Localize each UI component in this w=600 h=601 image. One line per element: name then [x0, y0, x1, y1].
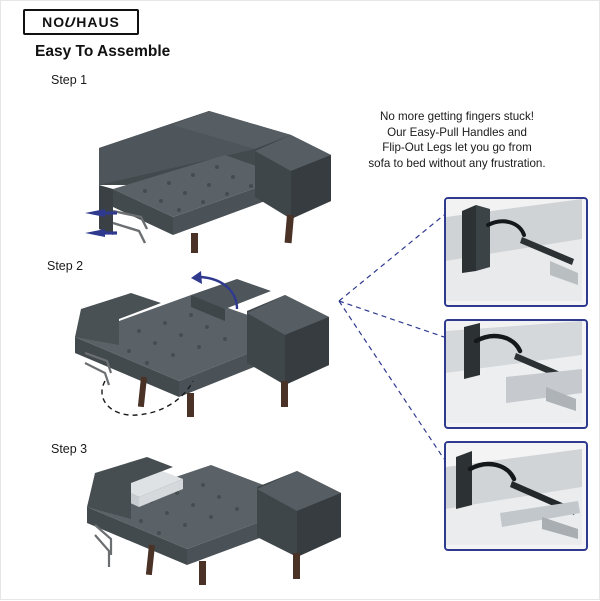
step-label-2: Step 2 — [47, 259, 84, 273]
connector-to-detail-3 — [339, 301, 444, 459]
sofa-illustration-step3 — [61, 451, 351, 591]
copy-line-4: sofa to bed without any frustration. — [368, 156, 546, 170]
brand-name-part2: HAUS — [76, 14, 120, 30]
copy-line-3: Flip-Out Legs let you go from — [382, 141, 532, 154]
detail-photo-1 — [444, 197, 588, 307]
step-label-1: Step 1 — [51, 73, 88, 87]
marketing-copy — [331, 109, 583, 171]
copy-line-2: Our Easy-Pull Handles and — [387, 125, 527, 139]
step-label-3: Step 3 — [51, 442, 88, 456]
connector-to-detail-1 — [339, 215, 444, 301]
detail-photo-2 — [444, 319, 588, 429]
detail-photo-3 — [444, 441, 588, 551]
brand-name-slash: U — [62, 14, 79, 30]
page-title: Easy To Assemble — [35, 43, 171, 60]
sofa-illustration-step1 — [41, 93, 341, 253]
connector-to-detail-2 — [339, 301, 444, 337]
copy-line-1: No more getting fingers stuck! — [379, 110, 534, 123]
brand-logo — [23, 9, 139, 35]
brand-name-part1: NO — [42, 14, 66, 30]
sofa-illustration-step2 — [41, 269, 341, 434]
